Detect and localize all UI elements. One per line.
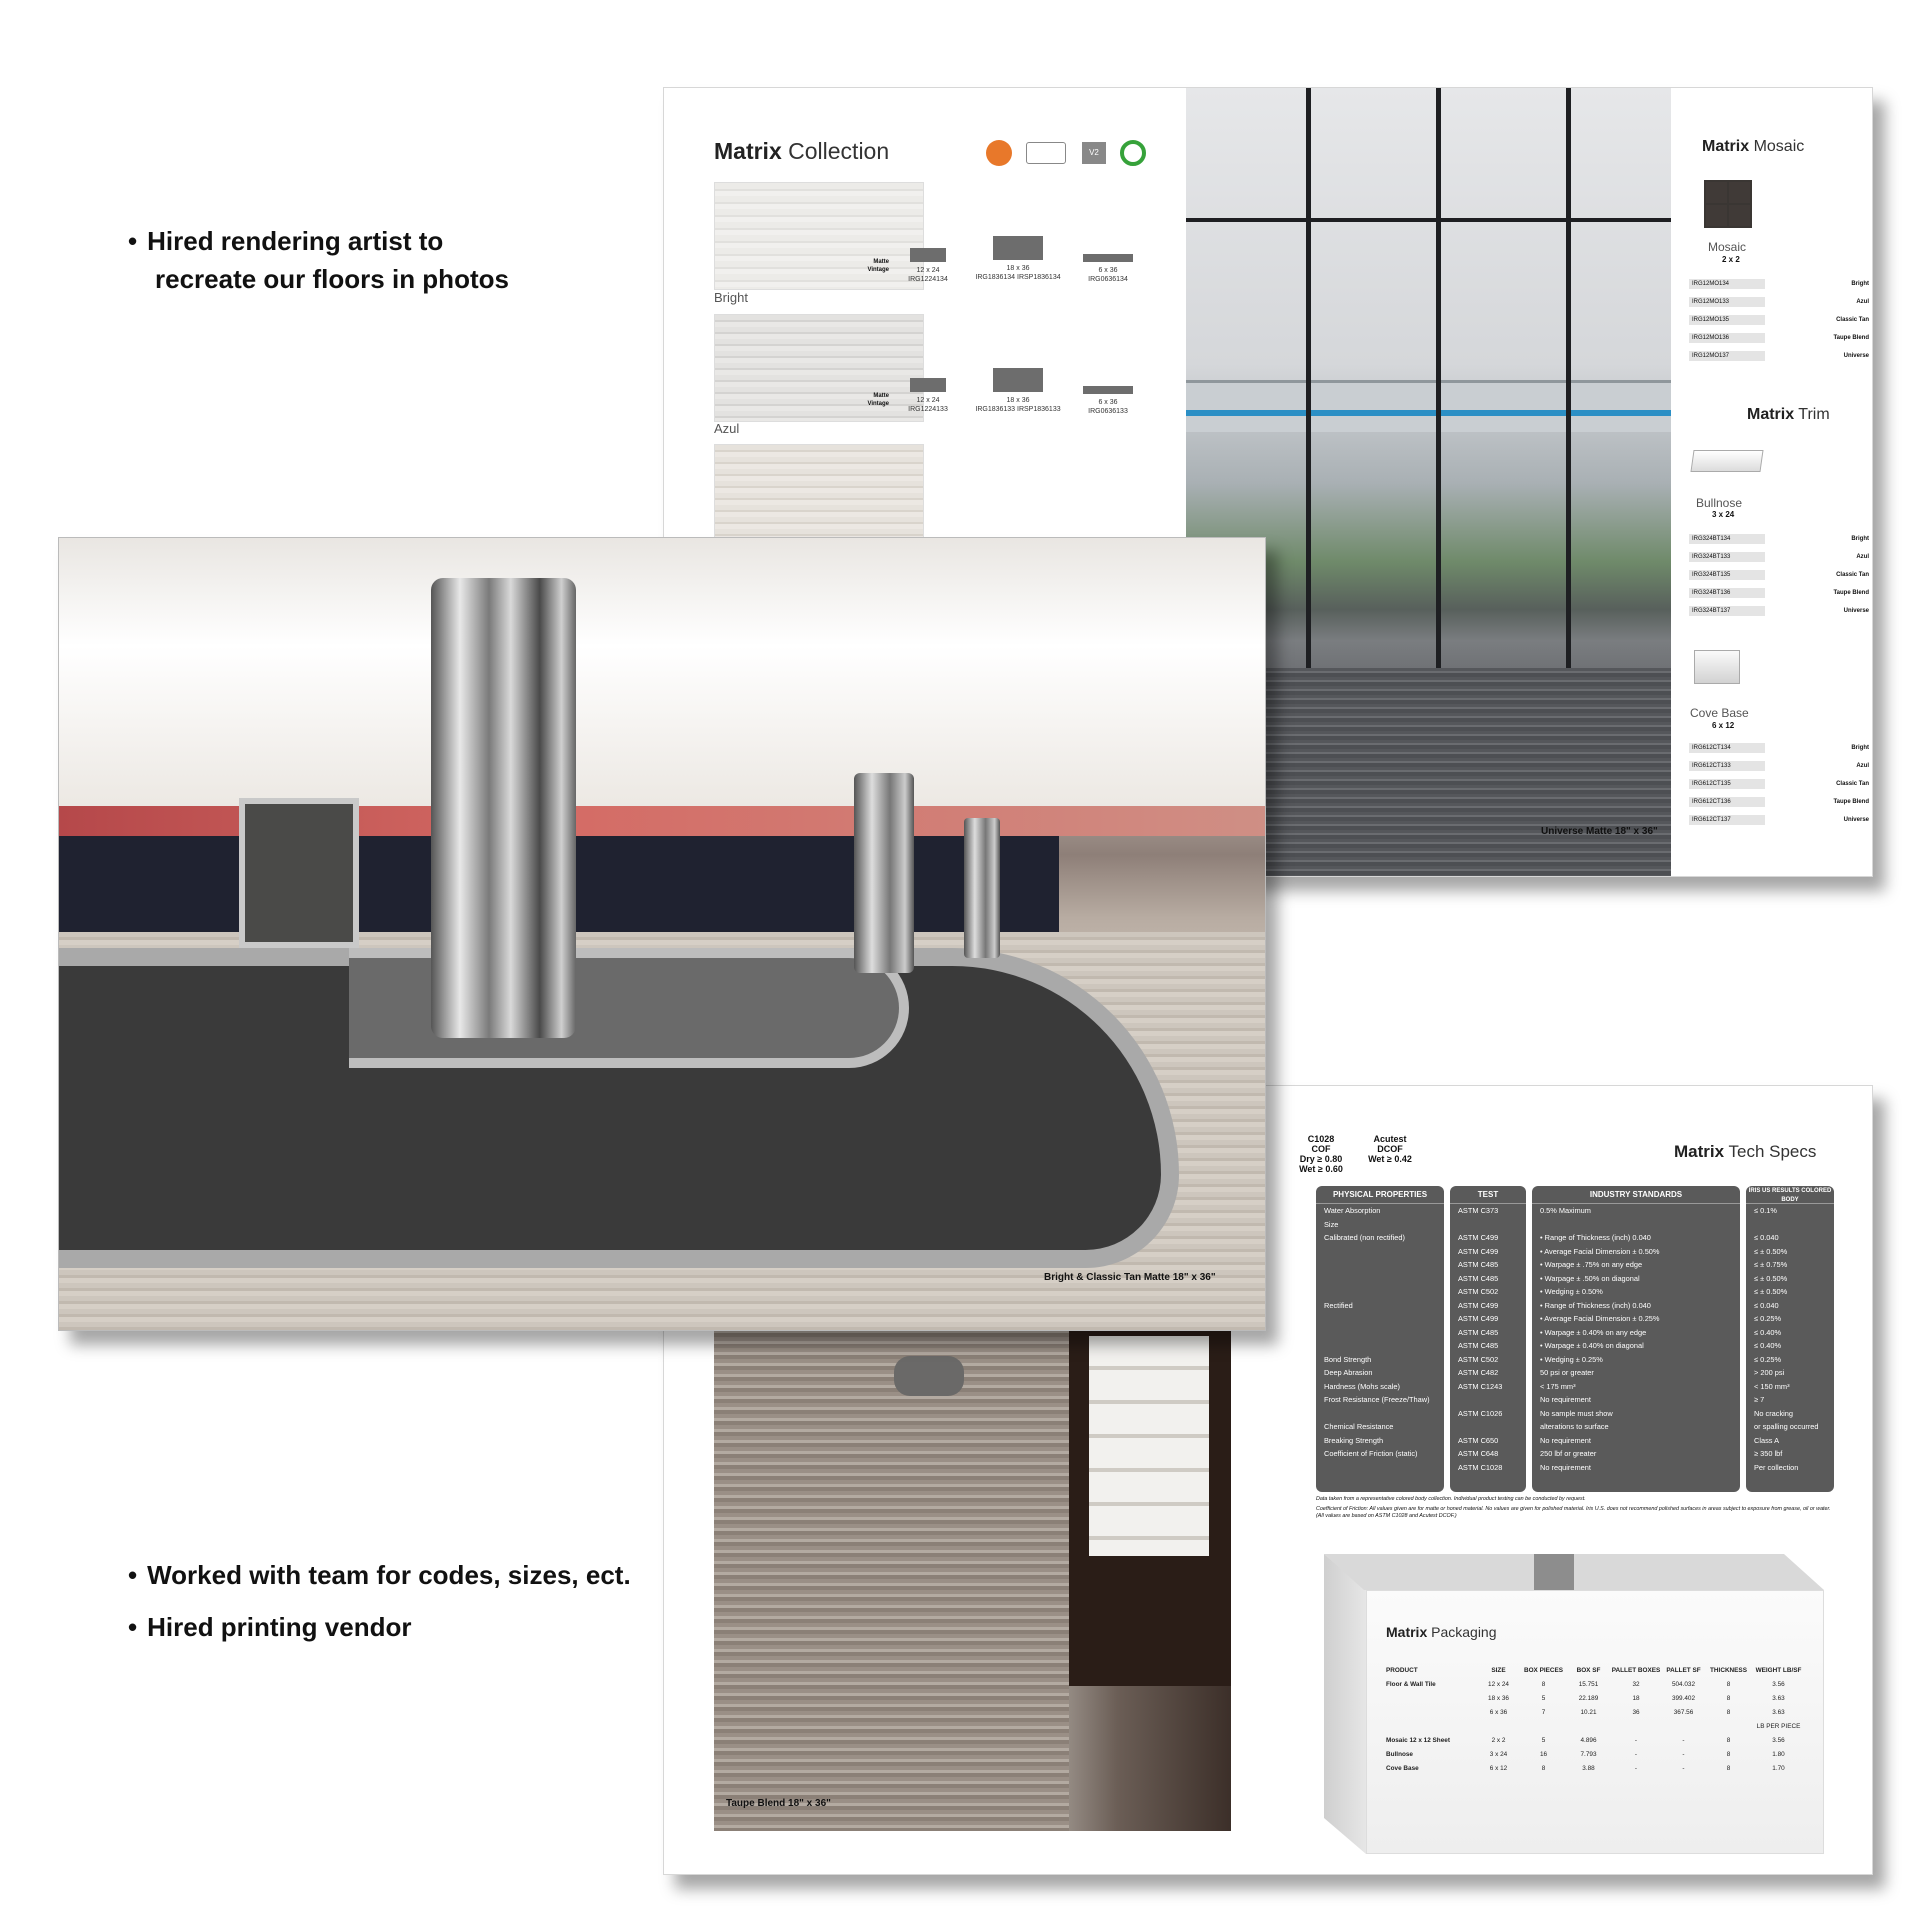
packaging-cell: 8 (1726, 1751, 1731, 1758)
packaging-cell: 18 x 36 (1488, 1695, 1509, 1702)
packaging-cell: 2 x 2 (1491, 1737, 1506, 1744)
techspecs-title: Matrix Tech Specs (1674, 1142, 1817, 1161)
trim-title: Matrix Trim (1747, 406, 1830, 423)
bullnose-codes (1689, 533, 1869, 623)
mv-label: Matte Vintage (867, 393, 889, 407)
spec-cell: ASTM C502 (1458, 1287, 1499, 1296)
mv-label: Matte Vintage (867, 259, 889, 273)
spec-cell: ≤ 0.40% (1754, 1327, 1782, 1337)
cove-size: 6 x 12 (1712, 721, 1735, 730)
mosaic-codes (1689, 278, 1869, 368)
tile-swatch-tan (714, 444, 924, 552)
packaging-cell: 6 x 12 (1489, 1765, 1508, 1772)
spec-cell: ASTM C499 (1458, 1233, 1499, 1242)
spec-cell: ≤ 0.040 (1754, 1233, 1779, 1242)
window-mullion (1306, 88, 1311, 668)
spec-cell: ≥ 350 lbf (1754, 1449, 1783, 1458)
spec-cell: Coefficient of Friction (static) (1324, 1449, 1418, 1458)
badge-v2-icon: V2 (1082, 142, 1106, 164)
size-chip: 12 x 24 IRG1224133 (884, 378, 972, 414)
train-graphic (1186, 380, 1671, 432)
ceiling (59, 538, 1266, 808)
packaging-cell (1706, 1720, 1751, 1734)
bullet-text: Worked with team for codes, sizes, ect. (147, 1560, 631, 1590)
packaging-cell: 8 (1726, 1765, 1731, 1772)
slippers (894, 1356, 964, 1396)
spec-cell (1316, 1245, 1444, 1259)
packaging-cell: 367.56 (1673, 1709, 1694, 1716)
cof-right: Acutest DCOF Wet ≥ 0.42 (1368, 1134, 1412, 1164)
code-row: IRG324BT134 Bright (1689, 533, 1869, 545)
box-top (1324, 1554, 1824, 1590)
packaging-cell: 8 (1541, 1681, 1546, 1688)
techspecs-footnote-2: Coefficient of Friction: All values given are for matte or honed material. No values are given for polished material. Iris U.S. does not recommend polished surfaces in areas subject to exposure from grease, oil or water. (All values are based on ASTM C1028 and Acutest DCOF.) (1316, 1506, 1831, 1519)
packaging-table (1386, 1664, 1806, 1776)
spec-cell: alterations to surface (1540, 1422, 1609, 1431)
packaging-cell: - (1634, 1765, 1638, 1772)
sign-panel (239, 798, 359, 948)
spec-cell: ASTM C485 (1458, 1341, 1499, 1350)
spec-cell: < 175 mm³ (1540, 1381, 1576, 1391)
packaging-cell: 8 (1726, 1695, 1731, 1702)
packaging-cell: - (1682, 1751, 1685, 1758)
packaging-row (1386, 1692, 1806, 1706)
spec-cell (1450, 1218, 1526, 1232)
packaging-cell: 36 (1632, 1709, 1640, 1716)
spec-cell: Frost Resistance (Freeze/Thaw) (1324, 1395, 1430, 1404)
chrome-column (431, 578, 576, 1038)
packaging-cell: 4.896 (1580, 1737, 1597, 1744)
packaging-cell: 22.189 (1578, 1695, 1599, 1702)
code-row: IRG12MO136 Taupe Blend (1689, 332, 1869, 344)
spec-cell: ≤ ± 0.50% (1754, 1273, 1788, 1283)
spec-cell (1316, 1272, 1444, 1286)
baggage-caption: Bright & Classic Tan Matte 18" x 36" (1044, 1272, 1216, 1283)
chrome-column (854, 773, 914, 973)
window-mullion (1436, 88, 1441, 668)
packaging-cell (1521, 1720, 1566, 1734)
spec-col-results: IRIS US RESULTS COLORED BODY ≤ 0.1% ≤ 0.040 ≤ ± 0.50% ≤ ± 0.75% ≤ ± 0.50% ≤ ± 0.50% ≤ 0.040 ≤ 0.25% ≤ 0.40% ≤ 0.40% ≤ 0.25% > 200 psi < 150 mm³ ≥ 7 No cracking or spalling occurred Class A ≥ 350 lbf Per collection (1746, 1186, 1834, 1492)
mosaic-title: Matrix Mosaic (1702, 138, 1805, 155)
packaging-cell: 8 (1541, 1765, 1546, 1772)
spec-cell: • Warpage ± .50% on diagonal (1540, 1273, 1640, 1283)
spec-cell: Class A (1754, 1435, 1780, 1445)
packaging-cell: 7.793 (1580, 1751, 1597, 1758)
packaging-box (1324, 1554, 1824, 1854)
spec-cell: ASTM C499 (1458, 1314, 1499, 1323)
packaging-cell: LB PER PIECE (1756, 1723, 1801, 1730)
packaging-cell: 504.032 (1671, 1681, 1696, 1688)
spec-cell: • Warpage ± 0.40% on any edge (1540, 1327, 1647, 1337)
code-row: IRG612CT137 Universe (1689, 814, 1869, 826)
packaging-cell (1386, 1706, 1476, 1720)
packaging-cell: 6 x 36 (1489, 1709, 1508, 1716)
spec-cell: • Wedging ± 0.25% (1540, 1354, 1603, 1364)
bullnose-label: Bullnose (1696, 496, 1743, 510)
spec-cell: Hardness (Mohs scale) (1324, 1381, 1400, 1391)
size-chip: 18 x 36 IRG1836134 IRSP1836134 (974, 236, 1062, 282)
spec-cell: No sample must show (1540, 1408, 1613, 1418)
spec-cell: ≥ 7 (1754, 1395, 1765, 1404)
mosaic-swatch (1704, 180, 1752, 228)
spec-cell: Deep Abrasion (1324, 1368, 1373, 1377)
spec-cell: ASTM C499 (1458, 1246, 1499, 1256)
packaging-row (1386, 1678, 1806, 1692)
spec-cell: Chemical Resistance (1324, 1422, 1394, 1431)
chrome-column (964, 818, 1000, 958)
bath-caption: Taupe Blend 18" x 36" (726, 1798, 831, 1809)
packaging-cell: - (1634, 1737, 1638, 1744)
spec-cell (1450, 1420, 1526, 1434)
packaging-cell: 1.70 (1772, 1765, 1785, 1772)
spec-cell: • Wedging ± 0.50% (1540, 1287, 1603, 1296)
packaging-cell: 5 (1541, 1695, 1546, 1702)
packaging-row (1386, 1720, 1806, 1734)
mosaic-label: Mosaic (1708, 240, 1747, 254)
packaging-cell: 5 (1541, 1737, 1546, 1744)
packaging-cell (1386, 1692, 1476, 1706)
collection-title: Matrix Collection (714, 138, 890, 164)
spec-cell: 250 lbf or greater (1540, 1449, 1597, 1458)
packaging-cell: 3.56 (1772, 1737, 1785, 1744)
bath-floor (714, 1326, 1069, 1831)
packaging-cell (1661, 1720, 1706, 1734)
size-chip: 6 x 36 IRG0636133 (1064, 386, 1152, 416)
packaging-cell: 15.751 (1578, 1681, 1599, 1688)
spec-cell: Per collection (1754, 1462, 1799, 1472)
cof-left: C1028 COF Dry ≥ 0.80 Wet ≥ 0.60 (1299, 1134, 1343, 1174)
spec-cell: • Range of Thickness (inch) 0.040 (1540, 1233, 1651, 1242)
spec-cell: No cracking (1754, 1408, 1794, 1418)
packaging-cell (1566, 1720, 1611, 1734)
spec-cell: Rectified (1324, 1300, 1353, 1310)
spec-cell: ASTM C485 (1458, 1273, 1499, 1283)
packaging-cell: Bullnose (1386, 1751, 1413, 1758)
code-row: IRG324BT136 Taupe Blend (1689, 587, 1869, 599)
bullet-printing: • Hired printing vendor (128, 1612, 412, 1642)
cove-codes (1689, 742, 1869, 832)
spec-cell: ASTM C502 (1458, 1354, 1499, 1364)
spec-cell: ≤ 0.040 (1754, 1300, 1779, 1310)
spec-cell: > 200 psi (1754, 1368, 1785, 1377)
spec-cell: ≤ 0.40% (1754, 1341, 1782, 1350)
bullet-team: • Worked with team for codes, sizes, ect. (128, 1560, 631, 1590)
spec-cell: No requirement (1540, 1435, 1591, 1445)
packaging-cell: 3 x 24 (1489, 1751, 1508, 1758)
spec-cell: ≤ 0.25% (1754, 1314, 1782, 1323)
bullet-text: Hired rendering artist to (147, 226, 444, 256)
spec-cell: 0.5% Maximum (1540, 1206, 1591, 1215)
packaging-cell: Mosaic 12 x 12 Sheet (1386, 1737, 1450, 1744)
packaging-cell: 8 (1726, 1681, 1731, 1688)
spec-cell: ASTM C1243 (1458, 1381, 1503, 1391)
spec-cell (1450, 1393, 1526, 1407)
spec-cell: Breaking Strength (1324, 1435, 1384, 1445)
code-row: IRG324BT137 Universe (1689, 605, 1869, 617)
code-row: IRG324BT133 Azul (1689, 551, 1869, 563)
packaging-cell (1611, 1720, 1661, 1734)
packaging-cell: 3.63 (1772, 1695, 1785, 1702)
packaging-title: Matrix Packaging (1386, 1624, 1497, 1640)
packaging-cell: 18 (1632, 1695, 1640, 1702)
spec-cell: ≤ 0.25% (1754, 1354, 1782, 1364)
bullet-rendering: • Hired rendering artist to (128, 226, 444, 256)
baggage-photo (58, 537, 1266, 1331)
finish-label-bright: Bright (714, 290, 748, 305)
spec-cell: < 150 mm³ (1754, 1381, 1790, 1391)
packaging-cell: Cove Base (1386, 1765, 1419, 1772)
spec-cell (1316, 1258, 1444, 1272)
badge-green-icon (1120, 140, 1146, 166)
packaging-row (1386, 1734, 1806, 1748)
packaging-cell: - (1682, 1737, 1685, 1744)
packaging-row (1386, 1762, 1806, 1776)
spec-cell (1316, 1285, 1444, 1299)
spec-cell: Size (1324, 1219, 1339, 1229)
packaging-row (1386, 1748, 1806, 1762)
code-row: IRG12MO134 Bright (1689, 278, 1869, 290)
spec-cell: Bond Strength (1324, 1354, 1372, 1364)
packaging-cell: 3.56 (1772, 1681, 1785, 1688)
spec-cell: • Warpage ± 0.40% on diagonal (1540, 1341, 1644, 1350)
bullet-text: recreate our floors in photos (155, 264, 509, 294)
packaging-cell: 7 (1541, 1709, 1546, 1716)
spec-cell: ≤ 0.1% (1754, 1206, 1777, 1215)
size-chip: 18 x 36 IRG1836133 IRSP1836133 (974, 368, 1062, 414)
badge-recycled-icon (986, 140, 1012, 166)
spec-cell (1316, 1326, 1444, 1340)
spec-cell: ASTM C648 (1458, 1449, 1499, 1458)
spec-cell: • Warpage ± .75% on any edge (1540, 1260, 1643, 1269)
mosaic-size: 2 x 2 (1722, 255, 1740, 264)
packaging-cell: 8 (1726, 1737, 1731, 1744)
code-row: IRG612CT133 Azul (1689, 760, 1869, 772)
bullnose-size: 3 x 24 (1712, 510, 1735, 519)
window-mullion (1566, 88, 1571, 668)
spec-cell (1532, 1218, 1740, 1232)
packaging-cell: Floor & Wall Tile (1386, 1681, 1436, 1688)
spec-cell: 50 psi or greater (1540, 1368, 1594, 1377)
spec-col-standards: INDUSTRY STANDARDS 0.5% Maximum • Range of Thickness (inch) 0.040 • Average Facial Dimension ± 0.50% • Warpage ± .75% on any edge • Warpage ± .50% on diagonal • Wedging ± 0.50% • Range of Thickness (inch) 0.040 • Average Facial Dimension ± 0.25% • Warpage ± 0.40% on any edge • Warpage ± 0.40% on diagonal • Wedging ± 0.25% 50 psi or greater < 175 mm³ No requirement No sample must show alterations to surface No requirement 250 lbf or greater No requirement (1532, 1186, 1740, 1492)
finish-label-azul: Azul (714, 421, 740, 436)
spec-cell (1746, 1218, 1834, 1232)
spec-cell: • Average Facial Dimension ± 0.25% (1540, 1314, 1660, 1323)
towels-stack (1089, 1336, 1209, 1556)
spec-cell: ≤ ± 0.50% (1754, 1246, 1788, 1256)
spec-cell (1316, 1339, 1444, 1353)
spec-cell: No requirement (1540, 1462, 1591, 1472)
spec-cell: • Range of Thickness (inch) 0.040 (1540, 1300, 1651, 1310)
code-row: IRG612CT136 Taupe Blend (1689, 796, 1869, 808)
packaging-cell: - (1682, 1765, 1685, 1772)
spec-cell: or spalling occurred (1754, 1422, 1819, 1431)
spec-cell: ASTM C485 (1458, 1260, 1499, 1269)
spec-cell: ASTM C650 (1458, 1435, 1499, 1445)
spec-cell: No requirement (1540, 1395, 1591, 1404)
packaging-cell: 16 (1539, 1751, 1548, 1758)
spec-cell: ≤ ± 0.75% (1754, 1260, 1788, 1269)
bullnose-swatch (1690, 450, 1763, 472)
badge-rectified-icon (1026, 142, 1066, 164)
code-row: IRG12MO133 Azul (1689, 296, 1869, 308)
spec-cell: Water Absorption (1324, 1206, 1381, 1215)
packaging-cell: 12 x 24 (1488, 1681, 1509, 1688)
spec-cell: ASTM C1028 (1458, 1462, 1503, 1472)
code-row: IRG612CT134 Bright (1689, 742, 1869, 754)
packaging-cell: 32 (1632, 1681, 1640, 1688)
cove-swatch (1694, 650, 1740, 684)
packaging-row (1386, 1706, 1806, 1720)
spec-cell: Calibrated (non rectified) (1324, 1233, 1405, 1242)
cove-label: Cove Base (1690, 706, 1749, 720)
spec-cell: • Average Facial Dimension ± 0.50% (1540, 1246, 1660, 1256)
packaging-cell: - (1634, 1751, 1638, 1758)
bullet-text: Hired printing vendor (147, 1612, 412, 1642)
bullet-rendering-cont (155, 260, 509, 298)
packaging-cell (1386, 1720, 1476, 1734)
packaging-cell: 399.402 (1671, 1695, 1696, 1702)
packaging-cell: 10.21 (1580, 1709, 1597, 1716)
size-chip: 6 x 36 IRG0636134 (1064, 254, 1152, 284)
packaging-header: PRODUCT SIZE BOX PIECES BOX SF PALLET BOXES PALLET SF THICKNESS WEIGHT LB/SF (1386, 1667, 1802, 1674)
spec-cell: ≤ ± 0.50% (1754, 1287, 1788, 1296)
spec-col-test: TEST ASTM C373 ASTM C499 ASTM C499 ASTM C485 ASTM C485 ASTM C502 ASTM C499 ASTM C499 ASTM C485 ASTM C485 ASTM C502 ASTM C482 ASTM C1243 ASTM C1026 ASTM C650 ASTM C648 ASTM C1028 (1450, 1186, 1526, 1492)
spec-cell: ASTM C373 (1458, 1206, 1499, 1215)
code-row: IRG12MO135 Classic Tan (1689, 314, 1869, 326)
spec-cell: ASTM C482 (1458, 1368, 1499, 1377)
size-chip: 12 x 24 IRG1224134 (884, 248, 972, 284)
code-row: IRG324BT135 Classic Tan (1689, 569, 1869, 581)
spec-cell (1316, 1407, 1444, 1421)
packaging-cell (1476, 1720, 1521, 1734)
box-tape (1534, 1554, 1574, 1590)
spec-cell: ASTM C1026 (1458, 1408, 1503, 1418)
packaging-cell: 3.88 (1582, 1765, 1595, 1772)
techspecs-footnote-1: Data taken from a representative colored body collection. Individual product testing can be conducted by request. (1316, 1496, 1586, 1502)
code-row: IRG612CT135 Classic Tan (1689, 778, 1869, 790)
spec-cell: ASTM C485 (1458, 1327, 1499, 1337)
packaging-cell: 1.80 (1772, 1751, 1785, 1758)
packaging-cell: 3.63 (1772, 1709, 1785, 1716)
spec-cell (1316, 1312, 1444, 1326)
box-side (1324, 1554, 1366, 1854)
train-stripe (1186, 410, 1671, 416)
window-mullion (1186, 218, 1671, 222)
spec-cell: ASTM C499 (1458, 1300, 1499, 1310)
spec-col-properties: PHYSICAL PROPERTIES Water Absorption Size Calibrated (non rectified) Rectified Bond Strength Deep Abrasion Hardness (Mohs scale) Frost Resistance (Freeze/Thaw) Chemical Resistance Breaking Strength Coefficient of Friction (static) (1316, 1186, 1444, 1492)
window-caption: Universe Matte 18" x 36" (1541, 826, 1658, 837)
code-row: IRG12MO137 Universe (1689, 350, 1869, 362)
packaging-cell: 8 (1726, 1709, 1731, 1716)
